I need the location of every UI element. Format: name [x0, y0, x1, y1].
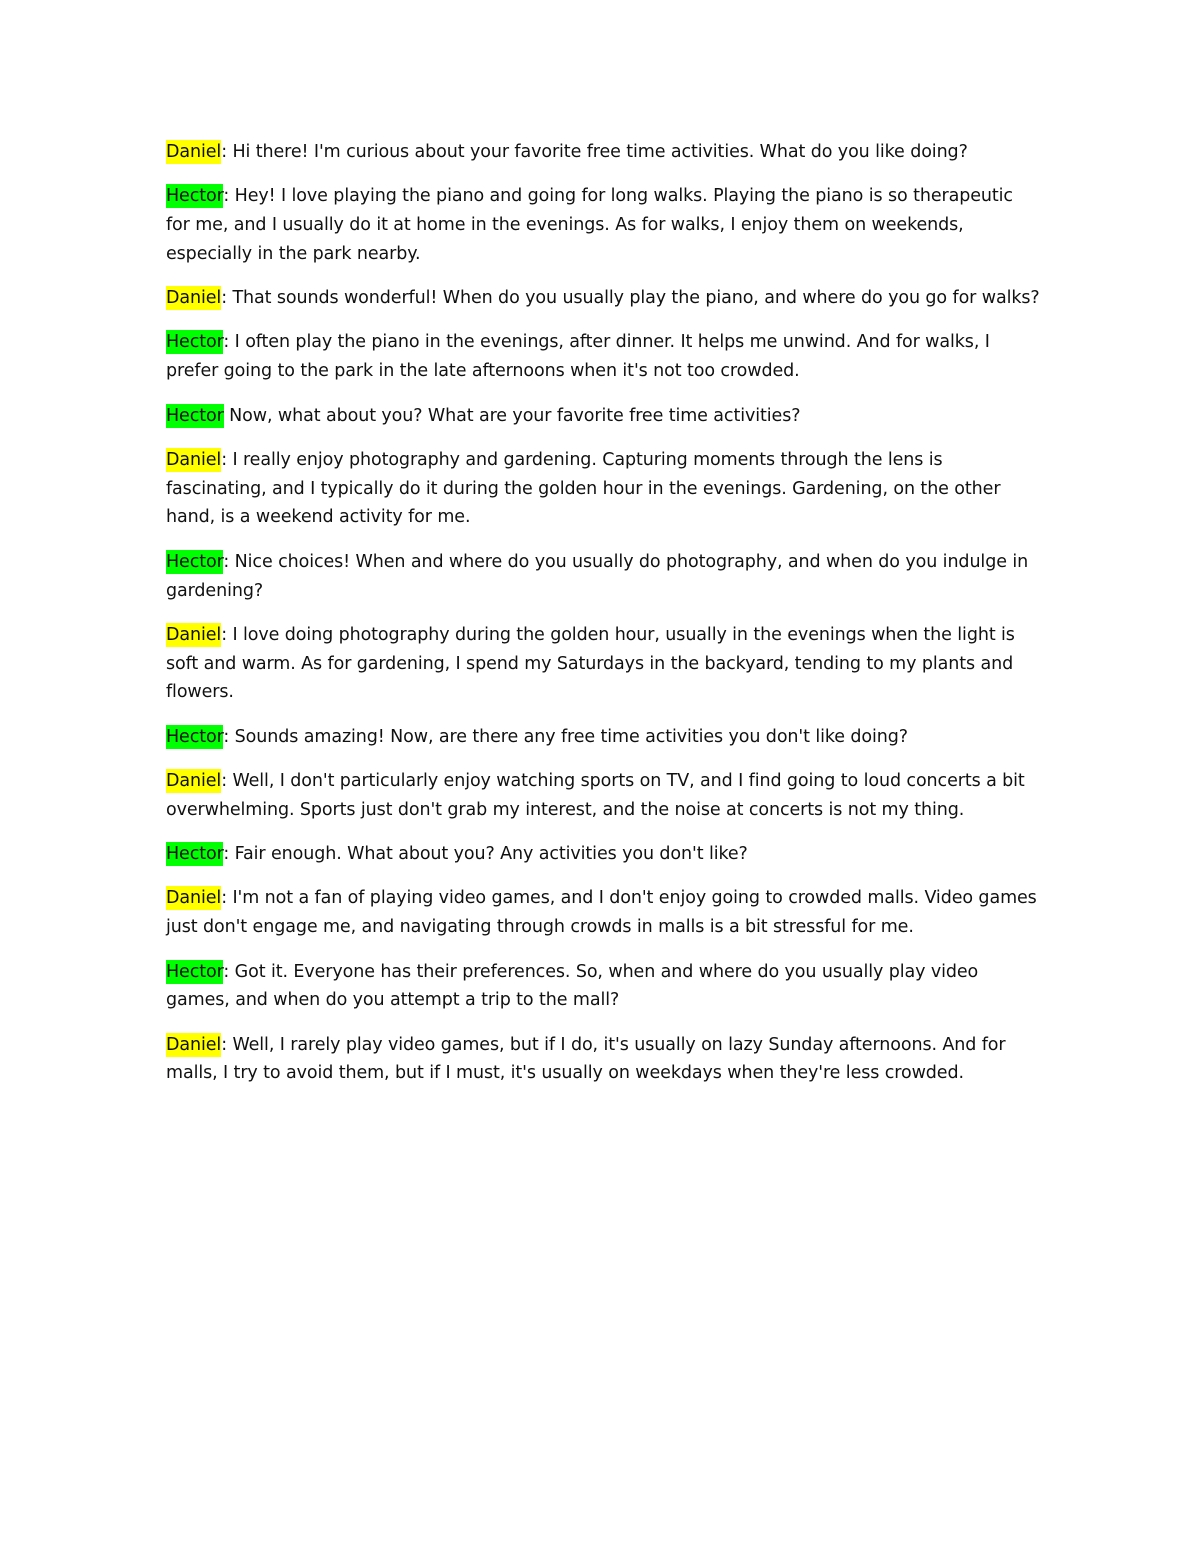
- speaker-name: Daniel: [166, 1034, 222, 1055]
- dialogue-line: [166, 621, 1040, 707]
- speaker-separator: :: [223, 844, 230, 865]
- speaker-name: Daniel: [166, 888, 222, 909]
- speaker-name: Daniel: [166, 142, 222, 162]
- speaker-separator: :: [223, 332, 230, 353]
- speaker-separator: :: [223, 186, 230, 207]
- line-text: Sounds amazing! Now, are there any free time activities you don't like doing?: [229, 726, 908, 747]
- speaker-separator: :: [221, 288, 227, 309]
- speaker-name: Hector: [166, 726, 224, 747]
- speaker-separator: :: [223, 726, 230, 747]
- speaker-name: Daniel: [166, 288, 222, 309]
- dialogue-line: [166, 548, 1040, 606]
- line-text: Well, I rarely play video games, but if I do, it's usually on lazy Sunday afternoons. And for malls, I try to avoid them, but if I must, it's usually on weekdays when they're less crowded.: [166, 1034, 1006, 1084]
- speaker-name: Hector: [166, 332, 224, 353]
- speaker-separator: :: [221, 449, 227, 470]
- line-text: I'm not a fan of playing video games, and I don't enjoy going to crowded malls. Video games just don't engage me, and navigating through crowds in malls is a bit stressful for me.: [166, 888, 1037, 938]
- speaker-separator: :: [221, 888, 227, 909]
- dialogue-line: [166, 402, 1040, 431]
- line-text: I love doing photography during the golden hour, usually in the evenings when the light is soft and warm. As for gardening, I spend my Saturdays in the backyard, tending to my plants and flowers.: [166, 624, 1015, 703]
- dialogue-line: [166, 446, 1040, 532]
- speaker-separator: :: [221, 1034, 227, 1055]
- speaker-separator: :: [223, 551, 230, 572]
- dialogue-line: [166, 958, 1040, 1016]
- speaker-separator: :: [221, 142, 227, 162]
- speaker-name: Hector: [166, 551, 224, 572]
- speaker-name: Hector: [166, 961, 224, 982]
- dialogue-line: [166, 328, 1040, 386]
- dialogue-line: [166, 1031, 1040, 1089]
- speaker-name: Daniel: [166, 624, 222, 645]
- line-text: Well, I don't particularly enjoy watching sports on TV, and I find going to loud concerts a bit overwhelming. Sports just don't grab my interest, and the noise at concerts is not my thing.: [166, 771, 1025, 820]
- line-text: That sounds wonderful! When do you usually play the piano, and where do you go for walks?: [226, 288, 1040, 309]
- dialogue-line: [166, 723, 1040, 752]
- line-text: Hey! I love playing the piano and going for long walks. Playing the piano is so therapeutic for me, and I usually do it at home in the evenings. As for walks, I enjoy them on weekends, especially in the park nearby.: [166, 186, 1013, 264]
- dialogue-body: [166, 138, 1040, 1104]
- line-text: Got it. Everyone has their preferences. So, when and where do you usually play video games, and when do you attempt a trip to the mall?: [166, 961, 979, 1011]
- speaker-separator: :: [223, 961, 230, 982]
- speaker-name: Hector: [166, 405, 224, 426]
- speaker-separator: :: [221, 624, 227, 645]
- line-text: Nice choices! When and where do you usually do photography, and when do you indulge in gardening?: [166, 551, 1029, 601]
- line-text: Now, what about you? What are your favorite free time activities?: [223, 405, 801, 426]
- dialogue-line: [166, 182, 1040, 268]
- line-text: Hi there! I'm curious about your favorite free time activities. What do you like doing?: [226, 142, 968, 162]
- speaker-name: Hector: [166, 844, 224, 865]
- dialogue-line: [166, 884, 1040, 942]
- dialogue-line: [166, 138, 1040, 167]
- line-text: Fair enough. What about you? Any activities you don't like?: [229, 844, 748, 865]
- dialogue-line: [166, 284, 1040, 313]
- speaker-name: Daniel: [166, 771, 222, 792]
- speaker-separator: :: [221, 771, 227, 792]
- dialogue-line: [166, 840, 1040, 869]
- dialogue-line: [166, 767, 1040, 825]
- speaker-name: Daniel: [166, 449, 222, 470]
- line-text: I really enjoy photography and gardening. Capturing moments through the lens is fascinating, and I typically do it during the golden hour in the evenings. Gardening, on the other hand, is a weekend activity for me.: [166, 449, 1001, 528]
- line-text: I often play the piano in the evenings, after dinner. It helps me unwind. And for walks, I prefer going to the park in the late afternoons when it's not too crowded.: [166, 332, 990, 382]
- speaker-name: Hector: [166, 186, 224, 207]
